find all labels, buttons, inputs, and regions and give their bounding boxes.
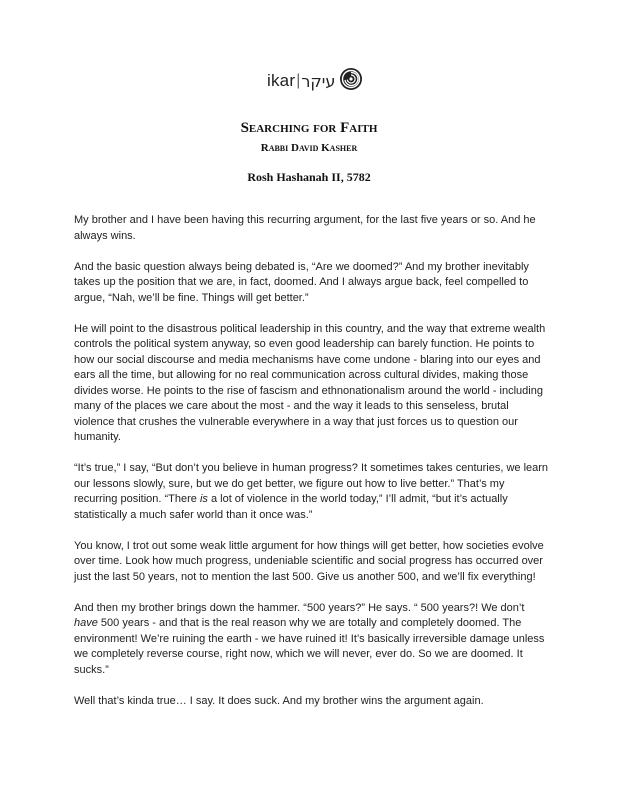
paragraph-2: And the basic question always being debated is, “Are we doomed?” And my brother inevitably takes up the position that we are, in fact, doomed. And I always argue back, feel compelled to argue, “Nah, we’ll be fine. Things will get better.”: [74, 260, 529, 304]
paragraph-5: You know, I trot out some weak little argument for how things will get better, how societies evolve over time. Look how much progress, undeniable scientific and social progress has occurred over just the last 50 years, not to mention the last 500. Give us another 500, and we’ll fix everything!: [74, 539, 544, 583]
emphasis-is: is: [199, 493, 208, 505]
logo-hebrew: עיקר: [301, 71, 336, 91]
document-body: [74, 213, 550, 725]
logo-separator: |: [296, 72, 301, 89]
paragraph-6: And then my brother brings down the hammer. “500 years?” He says. “ 500 years?! We don’t have 500 years - and that is the real reason why we are totally and completely doomed. The environment! We’re ruining the earth - we have ruined it! It’s basically irreversible damage unless we completely reverse course, right now, which we will never, ever do. So we are doomed. It sucks.”: [74, 601, 545, 676]
paragraph-7: Well that’s kinda true… I say. It does suck. And my brother wins the argument again.: [74, 694, 484, 707]
document-title: Searching for Faith: [240, 120, 378, 136]
logo-text: ikar: [267, 71, 296, 90]
author-line: Rabbi David Kasher: [260, 142, 358, 154]
paragraph-3: He will point to the disastrous political leadership in this country, and the way that extreme wealth controls the political system anyway, so even good leadership can barely function. He points to how our social discourse and media mechanisms have come undone - blaring into our eyes and ears all the time, but allowing for no real communication across cultural divides, making those divides worse. He points to the rise of fascism and ethnonationalism around the world - including many of the places we care about the most - and the way it leads to this senseless, brutal violence that crushes the vulnerable everywhere in a way that just forces us to question our humanity.: [74, 322, 546, 443]
occasion-line: Rosh Hashanah II, 5782: [247, 170, 371, 184]
paragraph-1: My brother and I have been having this recurring argument, for the last five years or so. And he always wins.: [74, 214, 536, 242]
spiral-circle-icon: [339, 67, 363, 96]
emphasis-have: have: [74, 617, 98, 629]
ikar-logo: [267, 66, 363, 96]
paragraph-4: “It’s true,” I say, “But don’t you believe in human progress? It sometimes takes centuries, we learn our lessons slowly, sure, but we do get better, we figure out how to live better.” That’s my recurring position. “There is a lot of violence in the world today,” I’ll admit, “but it’s actually statistically a much safer world than it once was.”: [74, 462, 549, 521]
